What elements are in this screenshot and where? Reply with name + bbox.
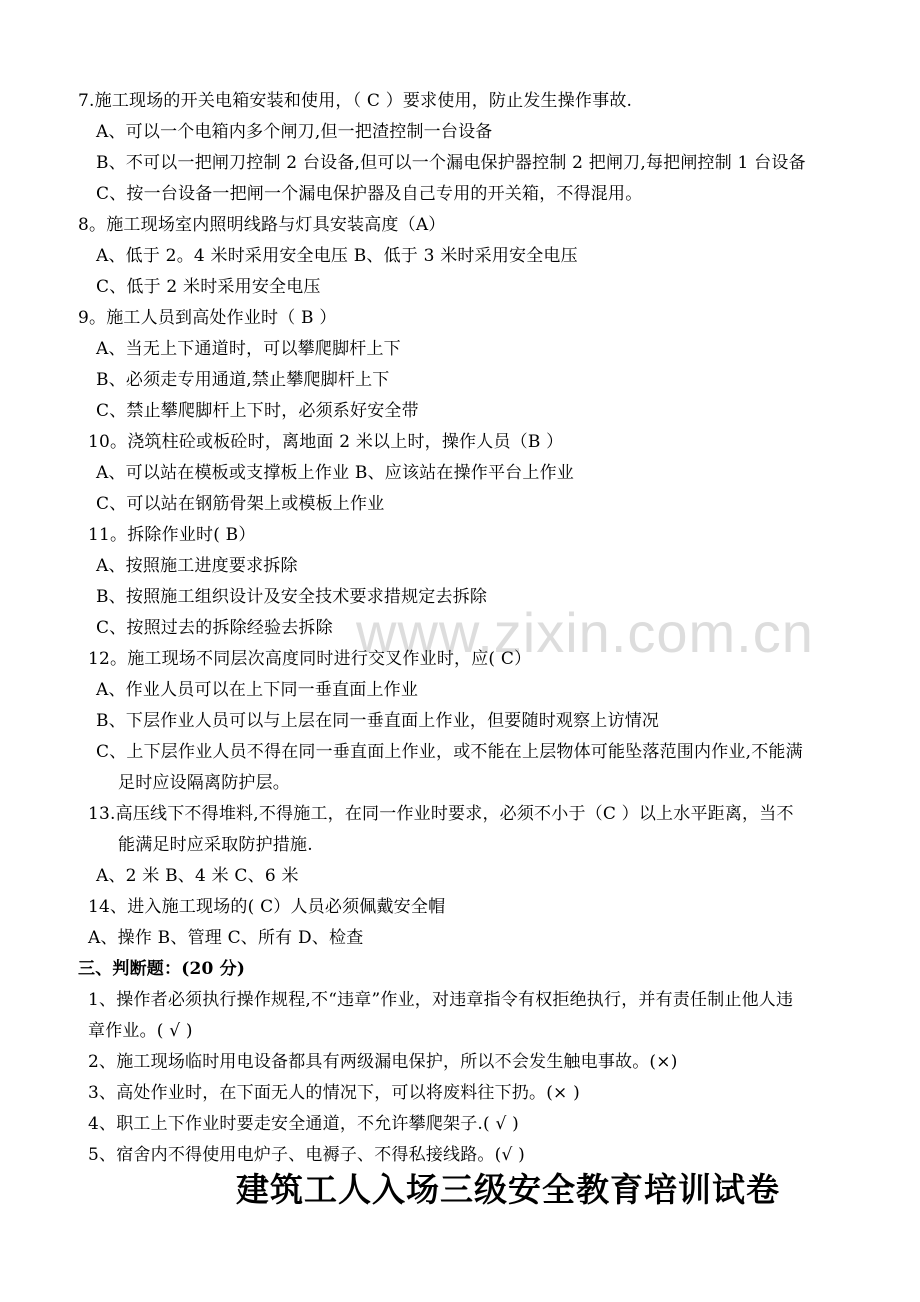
question-12: 12。施工现场不同层次高度同时进行交叉作业时，应( C） [88,649,532,669]
q7-option-a: A、可以一个电箱内多个闸刀,但一把渣控制一台设备 [96,122,493,142]
exam-title: 建筑工人入场三级安全教育培训试卷 [236,1170,780,1209]
question-11: 11。拆除作业时( B） [88,525,256,545]
question-14: 14、进入施工现场的( C）人员必须佩戴安全帽 [88,897,446,917]
q11-option-c: C、按照过去的拆除经验去拆除 [96,618,333,638]
section-judgement-heading: 三、判断题：(20 分) [78,959,246,979]
q13-options: A、2 米 B、4 米 C、6 米 [96,866,299,886]
judgement-5: 5、宿舍内不得使用电炉子、电褥子、不得私接线路。(√ ) [88,1145,525,1165]
watermark: www.zixin.com.cn [356,601,814,664]
q11-option-a: A、按照施工进度要求拆除 [96,556,298,576]
question-13-cont: 能满足时应采取防护措施. [118,835,313,855]
q12-option-c-cont: 足时应设隔离防护层。 [118,773,290,793]
q12-option-b: B、下层作业人员可以与上层在同一垂直面上作业，但要随时观察上访情况 [96,711,660,731]
question-13: 13.高压线下不得堆料,不得施工，在同一作业时要求，必须不小于（C ）以上水平距离，当不 [88,804,794,824]
judgement-3: 3、高处作业时，在下面无人的情况下，可以将废料往下扔。(× ) [88,1083,580,1103]
question-10: 10。浇筑柱砼或板砼时，离地面 2 米以上时，操作人员（B ） [88,432,564,452]
q14-options: A、操作 B、管理 C、所有 D、检查 [88,928,364,948]
q12-option-c: C、上下层作业人员不得在同一垂直面上作业，或不能在上层物体可能坠落范围内作业,不能满 [96,742,803,762]
q11-option-b: B、按照施工组织设计及安全技术要求措规定去拆除 [96,587,488,607]
judgement-1: 1、操作者必须执行操作规程,不“违章”作业，对违章指令有权拒绝执行，并有责任制止他人违 [88,990,794,1010]
judgement-2: 2、施工现场临时用电设备都具有两级漏电保护，所以不会发生触电事故。(×) [88,1052,678,1072]
q7-option-b: B、不可以一把闸刀控制 2 台设备,但可以一个漏电保护器控制 2 把闸刀,每把闸控制 1 台设备 [96,153,806,173]
question-9: 9。施工人员到高处作业时（ B ） [78,308,337,328]
judgement-4: 4、职工上下作业时要走安全通道，不允许攀爬架子.( √ ) [88,1114,519,1134]
q7-option-c: C、按一台设备一把闸一个漏电保护器及自己专用的开关箱，不得混用。 [96,184,643,204]
q10-option-c: C、可以站在钢筋骨架上或模板上作业 [96,494,385,514]
q9-option-c: C、禁止攀爬脚杆上下时，必须系好安全带 [96,401,419,421]
q9-option-a: A、当无上下通道时，可以攀爬脚杆上下 [96,339,401,359]
judgement-1-cont: 章作业。( √ ) [88,1021,193,1041]
q10-options-ab: A、可以站在模板或支撑板上作业 B、应该站在操作平台上作业 [96,463,574,483]
q12-option-a: A、作业人员可以在上下同一垂直面上作业 [96,680,419,700]
question-7: 7.施工现场的开关电箱安装和使用，（ C ）要求使用，防止发生操作事故. [78,91,633,111]
question-8: 8。施工现场室内照明线路与灯具安装高度（A） [78,215,446,235]
q9-option-b: B、必须走专用通道,禁止攀爬脚杆上下 [96,370,390,390]
q8-option-c: C、低于 2 米时采用安全电压 [96,277,321,297]
q8-options-ab: A、低于 2。4 米时采用安全电压 B、低于 3 米时采用安全电压 [96,246,578,266]
